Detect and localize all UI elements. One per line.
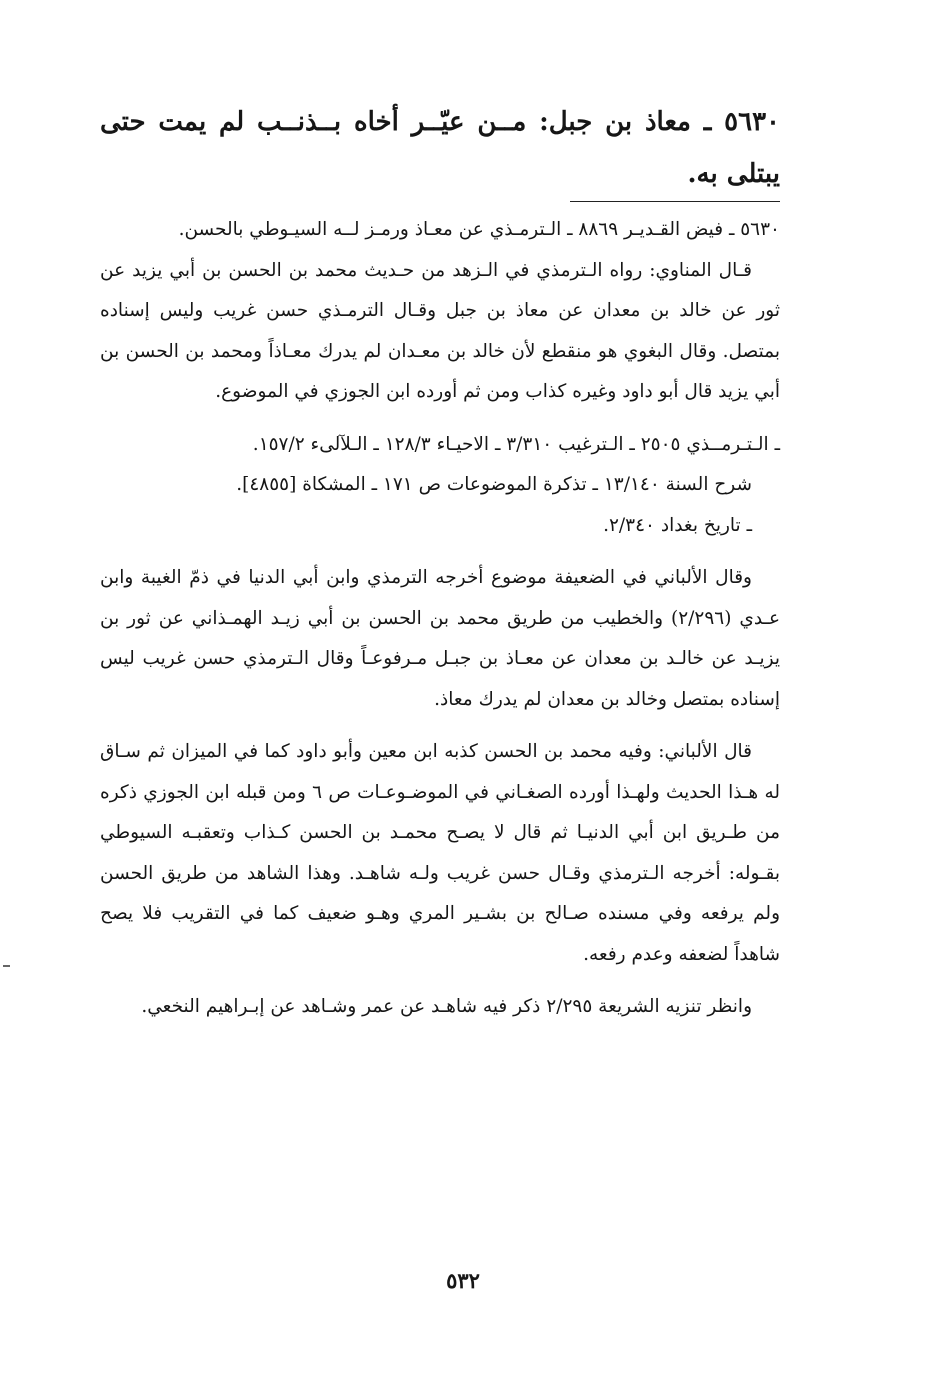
hadith-entry-heading: ٥٦٣٠ ـ معاذ بن جبل: مــن عيّــر أخاه بــذنــب لم يمت حتى يبتلى به. xyxy=(100,107,780,189)
scan-edge-mark xyxy=(3,965,10,967)
references-line-2: شرح السنة ١٣/١٤٠ ـ تذكرة الموضوعات ص ١٧١ ـ المشكاة [٤٨٥٥]. xyxy=(236,474,752,495)
tanzih-reference-paragraph: وانظر تنزيه الشريعة ٢/٢٩٥ ذكر فيه شاهـد عن عمر وشـاهد عن إبـراهيم النخعي. xyxy=(141,996,752,1017)
albani-commentary-paragraph: قال الألباني: وفيه محمد بن الحسن كذبه ابن معين وأبو داود كما في الميزان ثم سـاق له هـذا الحديث ولهـذا أورده الصغـاني في الموضـوعـات ص ٦ ومن قبله ابن الجوزي ذكره من طـريق ابن أبي الدنيـا ثم قال لا يصـح محمـد بن الحسن كـذاب وتعقبـه السيوطي بقـوله: أخرجه الـترمذي وقـال حسن غريب ولـه شاهـد. وهذا الشاهد من طريق الحسن ولم يرفعه وفي مسنده صـالح بن بشـير المري وهـو ضعيف كما في التقريب فلا يصح شاهداً لضعفه وعدم رفعه. xyxy=(100,741,780,965)
munawi-commentary-paragraph: قـال المناوي: رواه الـترمذي في الـزهد من حـديث محمد بن الحسن بن أبي يزيد عن ثور عن خالد بن معدان عن معاذ بن جبل وقـال الترمـذي حسن غريب وليس إسناده بمتصل. وقال البغوي هو منقطع لأن خالد بن معـدان لم يدرك معـاذاً ومحمد بن الحسن بن أبي يزيد قال أبو داود وغيره كذاب ومن ثم أورده ابن الجوزي في الموضوع. xyxy=(100,259,780,402)
footnotes-block xyxy=(100,210,780,1028)
albani-daifa-paragraph: وقال الألباني في الضعيفة موضوع أخرجه الترمذي وابن أبي الدنيا في ذمّ الغيبة وابن عـدي (٢/٢٩٦) والخطيب من طريق محمد بن الحسن بن أبي زيـد الهمـذاني عن ثور بن يزيـد عن خالـد بن معدان عن معـاذ بن جبـل مـرفوعـاً وقال الـترمذي حسن غريب ليس إسناده بمتصل وخالد بن معدان لم يدرك معاذ. xyxy=(100,567,781,710)
source-reference-paragraph: ٥٦٣٠ ـ فيض القـديـر ٨٨٦٩ ـ الـترمـذي عن معـاذ ورمـز لــه السيـوطي بالحسن. xyxy=(178,219,780,240)
footnote-separator-rule xyxy=(570,201,780,202)
page-number: ٥٣٢ xyxy=(446,1268,480,1293)
references-line-3: ـ تاريخ بغداد ٢/٣٤٠. xyxy=(603,514,752,536)
references-line-1: ـ الـتـرمــذي ٢٥٠٥ ـ الـترغيب ٣/٣١٠ ـ الاحيـاء ١٢٨/٣ ـ الـلآلىء ١٥٧/٢. xyxy=(252,433,780,455)
